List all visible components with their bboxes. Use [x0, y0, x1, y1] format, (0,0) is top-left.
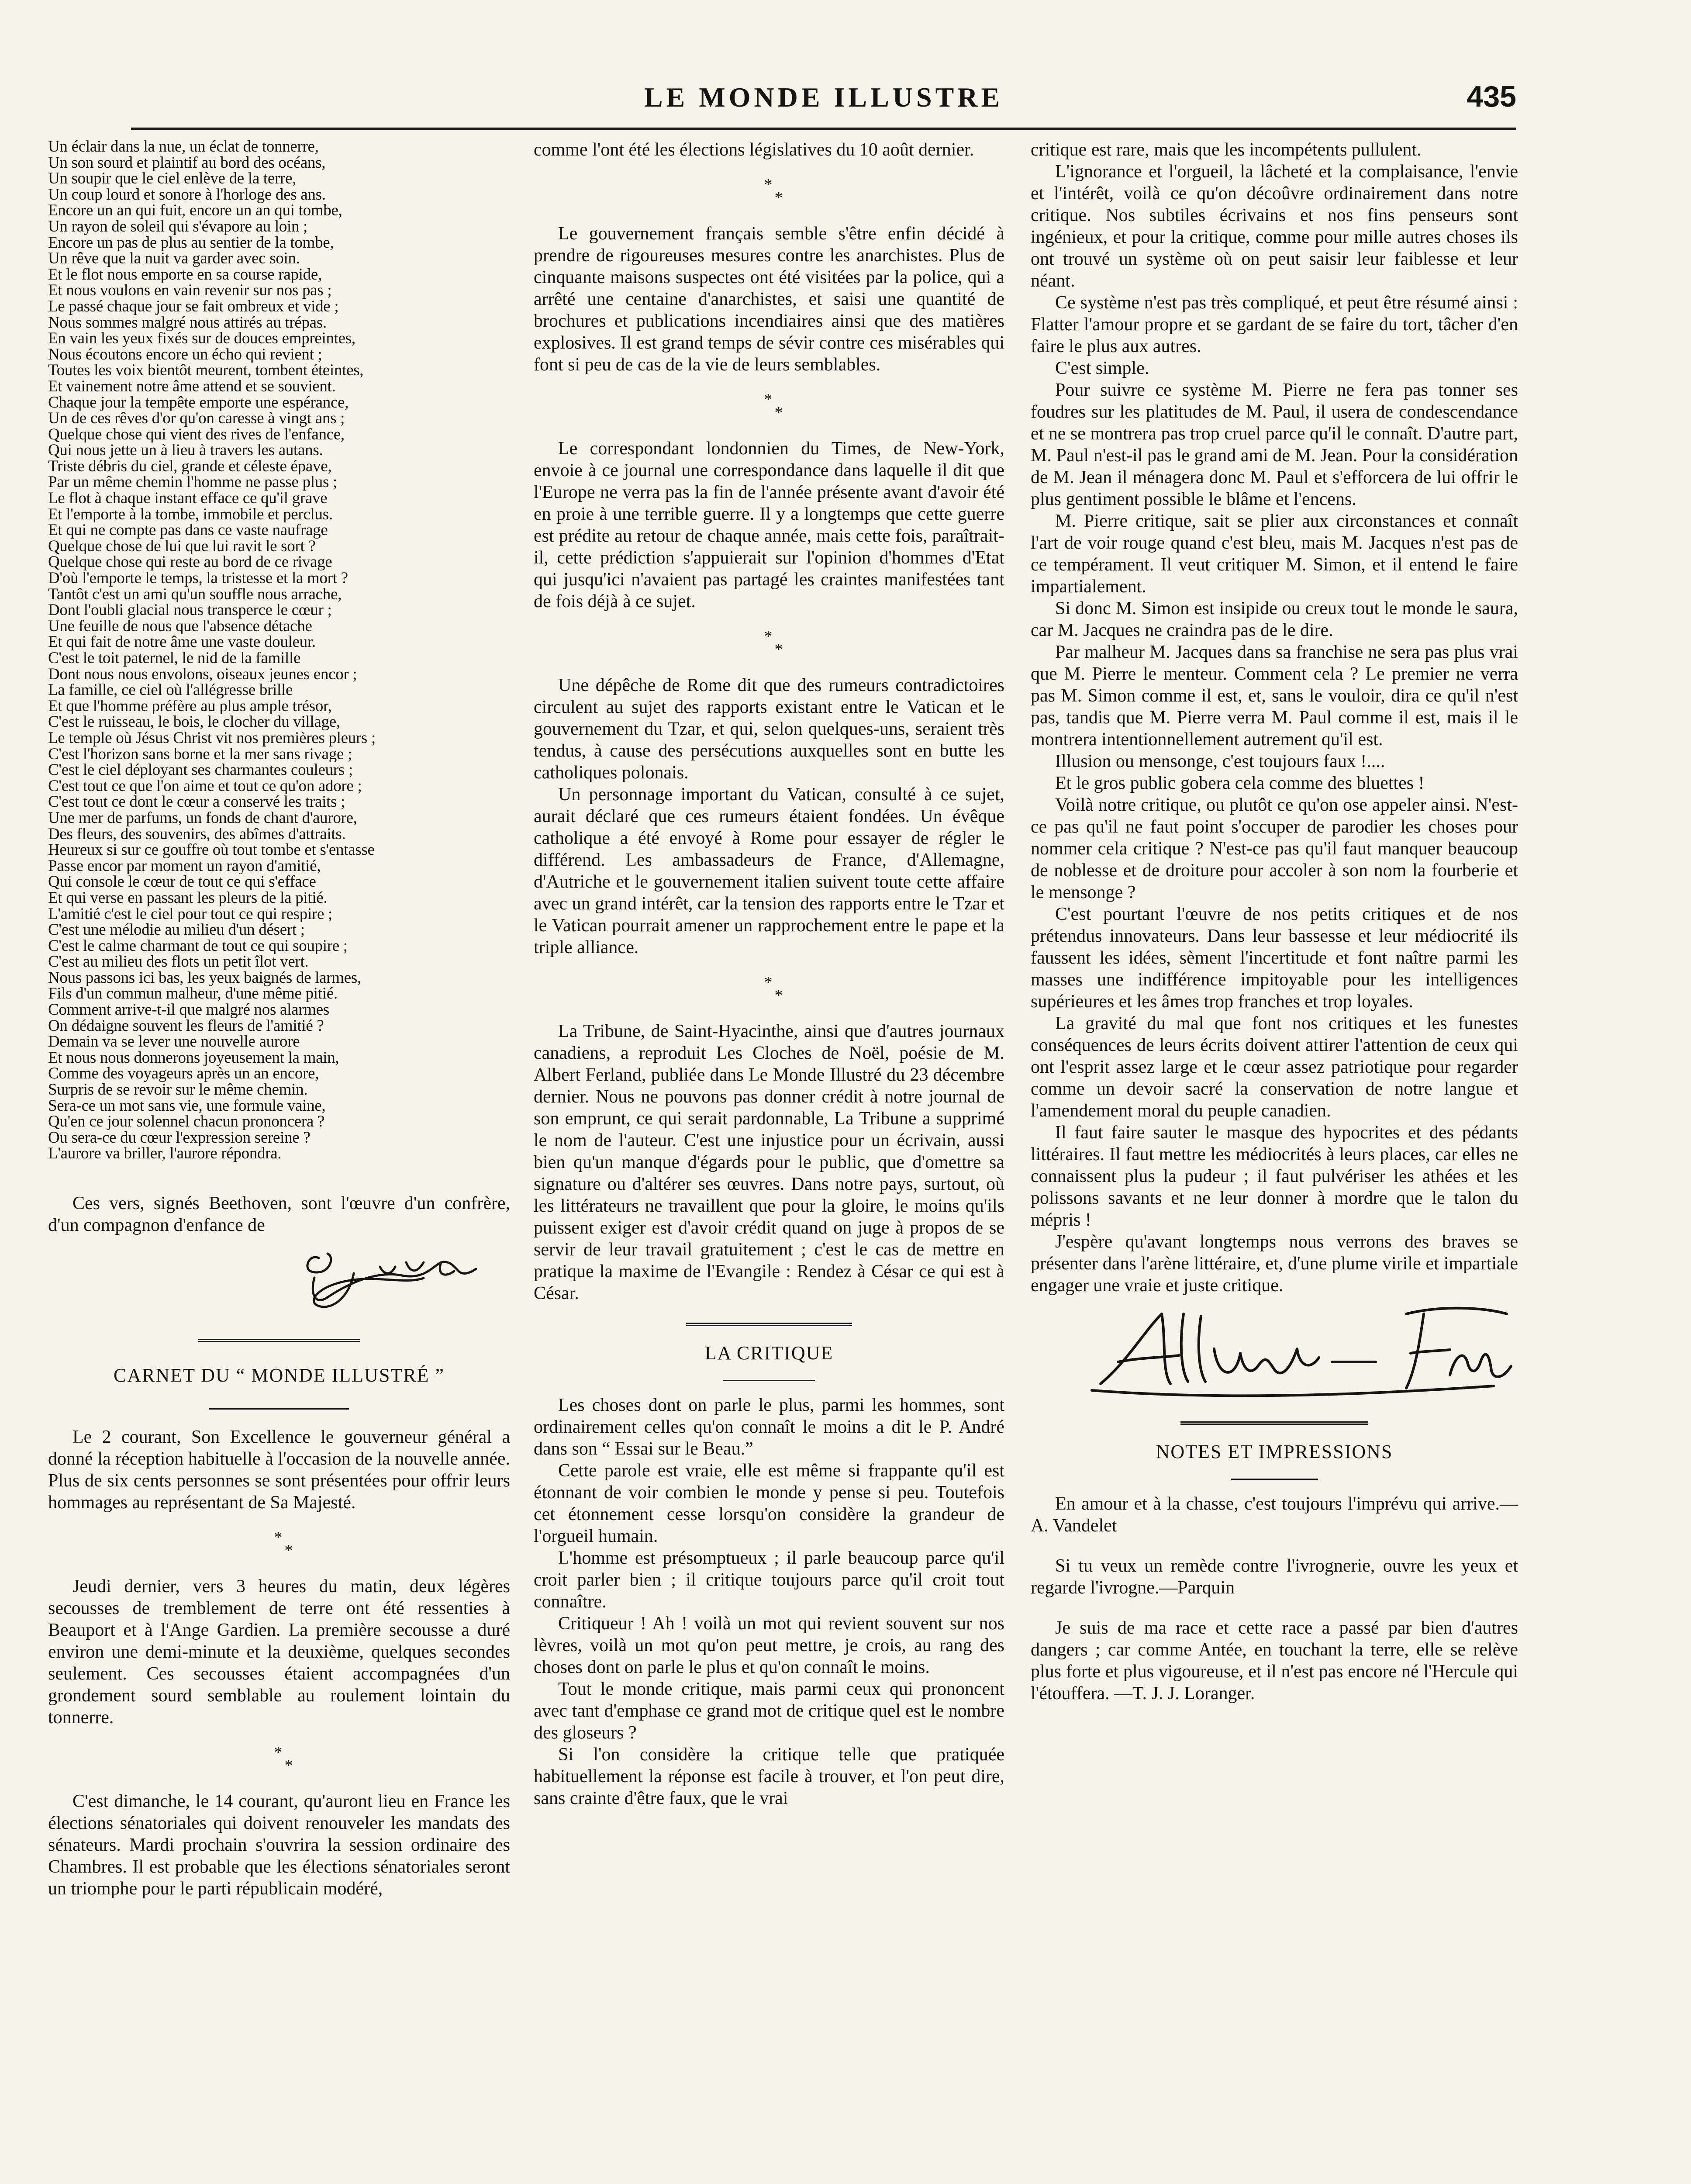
fauvette-signature: [48, 1236, 510, 1319]
critique-paragraph: M. Pierre critique, sait se plier aux circonstances et connaît l'art de voir rouge quand c'est bleu, mais M. Jacques n'est pas de ce tempérament. Il veut critiquer M. Simon, et il entend le faire impartialement.: [1031, 511, 1518, 597]
poem-line: Des fleurs, des souvenirs, des abîmes d'attraits.: [48, 826, 346, 843]
critique-paragraph: Pour suivre ce système M. Pierre ne fera pas tonner ses foudres sur les platitudes de M. Paul, il usera de condescendance et ne se montrera pas trop cruel parce qu'il le connaît. D'autre part, M. Paul n'est-il pas le grand ami de M. Jean. Pour la considération de M. Jean il ménagera donc M. Paul et s'efforcera de lui offrir le plus gentiment possible le blâme et l'encens.: [1031, 380, 1518, 509]
critique-paragraph: Critiqueur ! Ah ! voilà un mot qui revient souvent sur nos lèvres, voilà un mot qu'on peut mettre, je crois, au rang des choses dont on parle le plus et qu'on connaît le moins.: [534, 1614, 1004, 1677]
poem-line: Un de ces rêves d'or qu'on caresse à vingt ans ;: [48, 411, 345, 427]
poem-line: Un son sourd et plaintif au bord des océans,: [48, 155, 326, 171]
poem-line: Triste débris du ciel, grande et céleste épave,: [48, 458, 332, 475]
asterism: * *: [764, 390, 785, 422]
notes-heading: NOTES ET IMPRESSIONS: [1156, 1441, 1393, 1462]
section-rule: [1180, 1421, 1368, 1425]
news-item-tribune: La Tribune, de Saint-Hyacinthe, ainsi que d'autres journaux canadiens, a reproduit Les Cloches de Noël, poésie de M. Albert Ferland, publiée dans Le Monde Illustré du 23 décembre dernier. Nous ne pouvons pas donner crédit à notre journal de son emprunt, ce qui serait pardonnable, La Tribune a supprimé le nom de l'auteur. C'est une injustice pour un écrivain, aussi bien qu'un manque d'égards pour le public, que d'omettre sa signature ou d'altérer ses œuvres. Dans notre pays, surtout, où les littérateurs ne travaillent que pour la gloire, le moins qu'ils puissent exiger est d'avoir crédit quand on juge à propos de se servir de leur travail gratuitement ; c'est le cas de mettre en pratique la maxime de l'Evangile : Rendez à César ce qui est à César.: [534, 1021, 1004, 1303]
poem-line: Passe encor par moment un rayon d'amitié,: [48, 858, 321, 874]
poem-line: C'est tout ce dont le cœur a conservé les traits ;: [48, 794, 345, 810]
news-item-times: Le correspondant londonnien du Times, de New-York, envoie à ce journal une correspondance dans laquelle il dit que l'Europe ne verra pas la fin de l'année présente avant d'avoir été en proie à une terrible guerre. Il y a longtemps que cette guerre est prédite au retour de chaque année, mais cette fois, paraîtrait-il, cette prédiction s'appuierait sur l'opinion d'hommes d'Etat qui jusqu'ici n'avaient pas partagé les craintes manifestées tant de fois déjà à ce sujet.: [534, 439, 1004, 612]
poem-line: Qui console le cœur de tout ce qui s'efface: [48, 874, 316, 890]
poem-line: Comme des voyageurs après un an encore,: [48, 1066, 319, 1082]
albert-ferland-signature: [1031, 1296, 1518, 1406]
critique-paragraph: Il faut faire sauter le masque des hypocrites et des pédants littéraires. Il faut mettre les médiocrités à leurs places, car elles ne connaissent plus la pudeur ; il faut pulvériser les athées et les polissons savants et ne leur donner à mordre que le talon du mépris !: [1031, 1123, 1518, 1230]
poem-line: C'est tout ce que l'on aime et tout ce qu'on adore ;: [48, 778, 362, 795]
masthead-rule: [131, 128, 1516, 130]
poem-line: Un éclair dans la nue, un éclat de tonnerre,: [48, 139, 319, 155]
poem-line: Et le flot nous emporte en sa course rapide,: [48, 266, 322, 283]
note-item: Je suis de ma race et cette race a passé par bien d'autres dangers ; car comme Antée, en touchant la terre, elle se relève plus forte et plus vigoureuse, et il n'est pas encore né l'Hercule qui l'étouffera. —T. J. J. Loranger.: [1031, 1618, 1518, 1704]
critique-paragraph: Ce système n'est pas très compliqué, et peut être résumé ainsi : Flatter l'amour propre et se gardant de se faire du tort, tâcher d'en faire le plus aux autres.: [1031, 293, 1518, 356]
critique-paragraph: Voilà notre critique, ou plutôt ce qu'on ose appeler ainsi. N'est-ce pas qu'il ne faut point s'occuper de parodier les choses pour nommer cela critique ? N'est-ce pas qu'il faut manquer beaucoup de noblesse et de droiture pour accoler à son nom la fourberie et le mensonge ?: [1031, 795, 1518, 902]
poem-line: Nous sommes malgré nous attirés au trépas.: [48, 314, 327, 331]
poem-line: C'est une mélodie au milieu d'un désert ;: [48, 922, 305, 938]
poem-line: Qui nous jette un à lieu à travers les autans.: [48, 442, 323, 459]
poem-line: Une mer de parfums, un fonds de chant d'aurore,: [48, 810, 357, 826]
critique-paragraph: Si l'on considère la critique telle que pratiquée habituellement la réponse est facile à trouver, et l'on peut dire, sans crainte d'être faux, que le vrai: [534, 1745, 1004, 1808]
poem-line: Comment arrive-t-il que malgré nos alarmes: [48, 1002, 329, 1018]
poem-line: Une feuille de nous que l'absence détache: [48, 618, 312, 635]
critique-paragraph: Cette parole est vraie, elle est même si frappante qu'il est étonnant de voir combien le monde y pense si peu. Toutefois cet étonnement cesse lorsqu'on considère la grandeur de l'orgueil humain.: [534, 1461, 1004, 1546]
poem-line: Un rêve que la nuit va garder avec soin.: [48, 251, 300, 267]
poem-line: Le temple où Jésus Christ vit nos premières pleurs ;: [48, 730, 376, 746]
continuation-text: comme l'ont été les élections législatives du 10 août dernier.: [534, 140, 974, 160]
poem-line: D'où l'emporte le temps, la tristesse et la mort ?: [48, 570, 348, 587]
poem-line: En vain les yeux fixés sur de douces empreintes,: [48, 331, 355, 347]
poem-line: Qu'en ce jour solennel chacun prononcera ?: [48, 1114, 325, 1130]
asterism: * *: [274, 1743, 295, 1775]
news-item-rome: Une dépêche de Rome dit que des rumeurs contradictoires circulent au sujet des rapports existant entre le Vatican et le gouvernement du Tzar, et qui, selon quelques-uns, seraient très tendus, à cause des persécutions auxquelles sont en butte les catholiques polonais.: [534, 675, 1004, 783]
asterism: * *: [764, 973, 785, 1005]
news-item-anarchists: Le gouvernement français semble s'être enfin décidé à prendre de rigoureuses mesures contre les anarchistes. Plus de cinquante maisons suspectes ont été visitées par la police, qui a arrêté une centaine d'anarchistes, et saisi une quantité de brochures et publications incendiaires ainsi que des matières explosives. Il est grand temps de sévir contre ces misérables qui font si peu de cas de la vie de leurs semblables.: [534, 224, 1004, 375]
critique-paragraph: Illusion ou mensonge, c'est toujours faux !....: [1055, 751, 1385, 771]
poem-line: Dont nous nous envolons, oiseaux jeunes encor ;: [48, 666, 357, 683]
poem-line: Et qui ne compte pas dans ce vaste naufrage: [48, 522, 328, 539]
poem-line: Par un même chemin l'homme ne passe plus ;: [48, 474, 337, 491]
poem-line: Un rayon de soleil qui s'évapore au loin ;: [48, 218, 308, 235]
poem-line: Surpris de se revoir sur le même chemin.: [48, 1082, 308, 1098]
poem-line: Un soupir que le ciel enlève de la terre,: [48, 171, 297, 187]
poem-line: C'est le ruisseau, le bois, le clocher du village,: [48, 714, 340, 730]
poem-line: Heureux si sur ce gouffre où tout tombe et s'entasse: [48, 842, 375, 858]
critique-paragraph: L'ignorance et l'orgueil, la lâcheté et la complaisance, l'envie et l'intérêt, voilà ce qu'on décoûvre ordinairement dans notre critique. Nos subtiles écrivains et nos fins penseurs sont ingénieux, et pour la critique, comme pour mille autres choses ils ont trouvé un système où on peut saisir leur faiblesse et leur néant.: [1031, 162, 1518, 291]
critique-paragraph: Et le gros public gobera cela comme des bluettes !: [1055, 773, 1425, 793]
poem-line: Nous écoutons encore un écho qui revient ;: [48, 346, 322, 363]
poem-line: Dont l'oubli glacial nous transperce le cœur ;: [48, 602, 332, 619]
critique-paragraph: C'est pourtant l'œuvre de nos petits critiques et de nos prétendus innovateurs. Dans leur bassesse et leur médiocrité ils faussent les idées, sèment l'incertitude et font naître parmi les masses une indifférence impitoyable pour les intelligences supérieures et les âmes trop franches et trop loyales.: [1031, 904, 1518, 1012]
page-number: 435: [1467, 80, 1516, 113]
poem-line: Sera-ce un mot sans vie, une formule vaine,: [48, 1098, 326, 1114]
carnet-item-3: C'est dimanche, le 14 courant, qu'auront lieu en France les élections sénatoriales qui doivent renouveler les mandats des sénateurs. Mardi prochain s'ouvrira la session ordinaire des Chambres. Il est probable que les élections sénatoriales seront un triomphe pour le parti républicain modéré,: [48, 1791, 510, 1899]
poem-line: Tantôt c'est un ami qu'un souffle nous arrache,: [48, 586, 342, 603]
carnet-item-1: Le 2 courant, Son Excellence le gouverneur général a donné la réception habituelle à l'occasion de la nouvelle année. Plus de six cents personnes se sont présentées pour offrir leurs hommages au représentant de Sa Majesté.: [48, 1427, 510, 1513]
poem-line: C'est le ciel déployant ses charmantes couleurs ;: [48, 762, 353, 778]
poem-line: Encore un pas de plus au sentier de la tombe,: [48, 235, 334, 251]
poem-note: Ces vers, signés Beethoven, sont l'œuvre d'un confrère, d'un compagnon d'enfance de: [48, 1193, 510, 1235]
section-rule: [198, 1339, 360, 1342]
poem-line: Quelque chose qui vient des rives de l'enfance,: [48, 426, 345, 443]
poem-line: Demain va se lever une nouvelle aurore: [48, 1034, 300, 1050]
note-item: Si tu veux un remède contre l'ivrognerie, ouvre les yeux et regarde l'ivrogne.—Parquin: [1031, 1556, 1518, 1598]
asterism: * *: [764, 627, 785, 659]
critique-paragraph: C'est simple.: [1055, 358, 1149, 378]
poem-line: Un coup lourd et sonore à l'horloge des ans.: [48, 187, 326, 203]
critique-paragraph: J'espère qu'avant longtemps nous verrons des braves se présenter dans l'arène littéraire, et, d'une plume virile et impartiale engager une vraie et juste critique.: [1031, 1232, 1518, 1296]
poem-line: Et l'emporte à la tombe, immobile et perclus.: [48, 506, 333, 523]
poem-line: C'est l'horizon sans borne et la mer sans rivage ;: [48, 746, 352, 763]
carnet-item-2: Jeudi dernier, vers 3 heures du matin, deux légères secousses de tremblement de terre ont été ressenties à Beauport et à l'Ange Gardien. La première secousse a duré environ une demi-minute et la deuxième, quelques secondes seulement. Ces secousses étaient accompagnées d'un grondement sourd semblable au roulement lointain du tonnerre.: [48, 1576, 510, 1728]
carnet-heading: CARNET DU “ MONDE ILLUSTRÉ ”: [114, 1365, 445, 1386]
poem-line: C'est le toit paternel, le nid de la famille: [48, 650, 301, 667]
poem-line: Et vainement notre âme attend et se souvient.: [48, 378, 336, 395]
column-2: [534, 139, 1004, 1809]
critique-paragraph: Tout le monde critique, mais parmi ceux qui prononcent avec tant d'emphase ce grand mot de critique quel est le nombre des gloseurs ?: [534, 1679, 1004, 1743]
critique-paragraph: La gravité du mal que font nos critiques et les funestes conséquences de leurs écrits doivent attirer l'attention de ceux qui ont l'esprit assez large et le cœur assez patriotique pour regarder comme un devoir sacré la conservation de notre langue et l'amendement moral du peuple canadien.: [1031, 1013, 1518, 1121]
poem-line: Quelque chose qui reste au bord de ce rivage: [48, 554, 332, 571]
poem-line: La famille, ce ciel où l'allégresse brille: [48, 682, 293, 698]
poem: [48, 139, 510, 1162]
section-rule: [686, 1323, 852, 1326]
poem-line: Et que l'homme préfère au plus ample trésor,: [48, 698, 332, 715]
asterism: * *: [764, 176, 785, 207]
poem-line: Encore un an qui fuit, encore un an qui tombe,: [48, 203, 342, 219]
poem-line: L'amitié c'est le ciel pour tout ce qui respire ;: [48, 906, 333, 923]
critique-paragraph: Si donc M. Simon est insipide ou creux tout le monde le saura, car M. Jacques ne craindra pas de le dire.: [1031, 598, 1518, 640]
poem-line: Et nous voulons en vain revenir sur nos pas ;: [48, 283, 332, 299]
critique-heading: LA CRITIQUE: [704, 1342, 834, 1364]
critique-paragraph: Par malheur M. Jacques dans sa franchise ne sera pas plus vrai que M. Pierre le menteur. Comment cela ? Le premier ne verra pas M. Simon comme il est, et, sans le vouloir, dira ce qu'il n'est pas, tandis que M. Pierre verra M. Paul comme il est, mais il le montrera intentionnellement autrement qu'il est.: [1031, 642, 1518, 750]
note-item: En amour et à la chasse, c'est toujours l'imprévu qui arrive.— A. Vandelet: [1031, 1494, 1518, 1536]
asterism: * *: [274, 1528, 295, 1560]
poem-line: Quelque chose de lui que lui ravit le sort ?: [48, 538, 316, 555]
column-1: [48, 139, 510, 1900]
poem-line: L'aurore va briller, l'aurore répondra.: [48, 1146, 282, 1162]
poem-line: Et qui fait de notre âme une vaste douleur.: [48, 634, 316, 650]
critique-paragraph: L'homme est présomptueux ; il parle beaucoup parce qu'il croit parler bien ; il critique toujours parce qu'il croit tout connaître.: [534, 1548, 1004, 1612]
poem-line: C'est le calme charmant de tout ce qui soupire ;: [48, 938, 348, 954]
poem-line: On dédaigne souvent les fleurs de l'amitié ?: [48, 1018, 324, 1034]
poem-line: Et nous nous donnerons joyeusement la main,: [48, 1050, 339, 1066]
poem-line: Le flot à chaque instant efface ce qu'il grave: [48, 491, 328, 507]
poem-line: Et qui verse en passant les pleurs de la pitié.: [48, 890, 328, 906]
poem-line: Nous passons ici bas, les yeux baignés de larmes,: [48, 970, 361, 986]
poem-line: Le passé chaque jour se fait ombreux et vide ;: [48, 298, 339, 315]
poem-line: C'est au milieu des flots un petit îlot vert.: [48, 954, 309, 970]
poem-line: Ou sera-ce du cœur l'expression sereine ?: [48, 1130, 311, 1146]
critique-paragraph: critique est rare, mais que les incompétents pullulent.: [1031, 140, 1422, 160]
poem-line: Toutes les voix bientôt meurent, tombent éteintes,: [48, 363, 364, 379]
poem-line: Fils d'un commun malheur, d'une même pitié.: [48, 986, 338, 1002]
poem-line: Chaque jour la tempête emporte une espérance,: [48, 394, 349, 411]
column-3: [1031, 139, 1518, 1704]
critique-paragraph: Les choses dont on parle le plus, parmi les hommes, sont ordinairement celles qu'on connaît le moins a dit le P. André dans son “ Essai sur le Beau.”: [534, 1395, 1004, 1459]
news-item-vatican: Un personnage important du Vatican, consulté à ce sujet, aurait déclaré que ces rumeurs étaient fondées. Un évêque catholique a été envoyé à Rome pour essayer de régler le différend. Les ambassadeurs de France, d'Allemagne, d'Autriche et le gouvernement italien suivent toute cette affaire avec un grand intérêt, car la tension des rapports entre le Tzar et le Vatican pourrait amener un rapprochement entre le pape et la triple alliance.: [534, 784, 1004, 957]
newspaper-title: LE MONDE ILLUSTRE: [644, 82, 1004, 113]
masthead: [131, 77, 1516, 125]
